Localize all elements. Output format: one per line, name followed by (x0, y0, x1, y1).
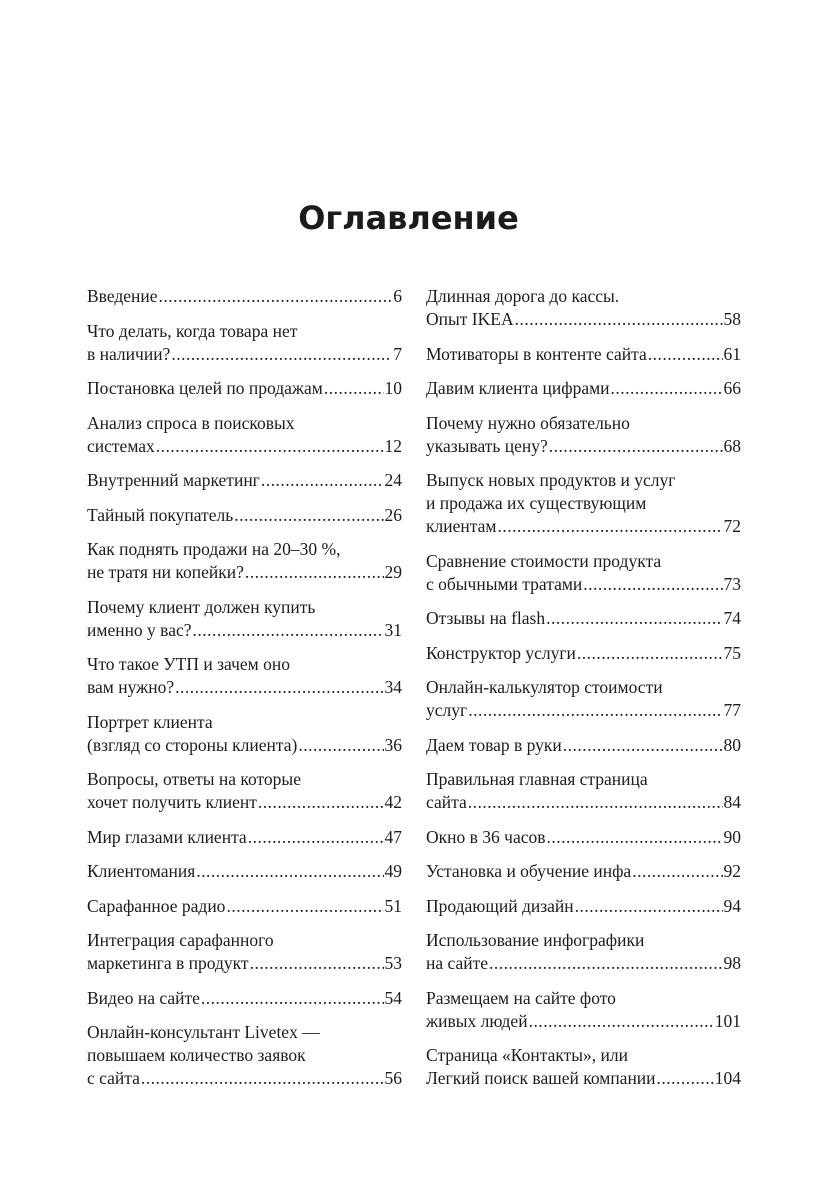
toc-entry-last-line (87, 561, 402, 584)
toc-entry (87, 653, 402, 699)
toc-entry-title-line: Онлайн-калькулятор стоимости (426, 677, 663, 697)
dot-leader (547, 826, 723, 849)
toc-page-number: 31 (384, 619, 402, 640)
toc-entry-last-line (87, 435, 402, 458)
toc-entry-title-text: Введение (87, 286, 158, 306)
toc-entry (426, 734, 741, 757)
toc-entry-title-line: Онлайн-консультант Livetex — (87, 1022, 320, 1042)
toc-entry-last-line (87, 619, 402, 642)
toc-page-number: 92 (723, 861, 741, 881)
toc-entry-title-text: именно у вас? (87, 619, 192, 640)
toc-entry-last-line (87, 952, 402, 975)
toc-page-number: 75 (723, 642, 741, 663)
toc-entry-title-text: указывать цену? (426, 435, 548, 456)
toc-entry-title-text: Окно в 36 часов (426, 826, 546, 847)
toc-column-right (426, 285, 741, 1102)
toc-entry (426, 826, 741, 849)
toc-page-number: 68 (723, 435, 741, 456)
toc-entry-last-line (87, 791, 402, 814)
dot-leader (657, 1067, 714, 1090)
toc-entry-last-line (426, 1067, 741, 1090)
toc-entry-last-line (426, 826, 741, 849)
toc-entry (87, 504, 402, 527)
toc-entry-title-text: Мир глазами клиента (87, 826, 247, 847)
dot-leader (577, 642, 723, 665)
toc-entry (426, 860, 741, 883)
toc-entry-title-text: маркетинга в продукт (87, 953, 249, 973)
toc-entry-last-line (87, 734, 402, 757)
toc-entry-last-line (426, 377, 741, 400)
toc-page-number: 94 (723, 895, 741, 916)
toc-entry-last-line (426, 895, 741, 918)
toc-entry-title-text: Внутренний маркетинг (87, 470, 260, 490)
toc-entry-title-text: Опыт IKEA (426, 309, 514, 329)
toc-page-number: 72 (723, 516, 741, 536)
toc-page-number: 58 (723, 309, 741, 329)
toc-page-number: 24 (384, 470, 402, 490)
toc-entry-title-text: Продающий дизайн (426, 895, 574, 916)
toc-entry-title-text: услуг (426, 700, 468, 720)
toc-page-number: 56 (384, 1068, 402, 1088)
toc-entry-title-text: сайта (426, 792, 467, 812)
toc-page-number: 36 (384, 734, 402, 755)
toc-entry (426, 285, 741, 331)
toc-entry-title-text: живых людей (426, 1010, 528, 1031)
toc-entry-last-line (87, 987, 402, 1010)
dot-leader (546, 607, 722, 630)
toc-page-number: 47 (384, 826, 402, 847)
toc-entry-title-text: с сайта (87, 1068, 140, 1088)
toc-entry (87, 929, 402, 975)
toc-page-number: 90 (723, 826, 741, 847)
toc-page-number: 26 (384, 504, 402, 525)
toc-entry-last-line (87, 895, 402, 918)
toc-entry (87, 596, 402, 642)
toc-page-number: 61 (723, 343, 741, 364)
page-title: Оглавление (298, 199, 519, 237)
toc-entry-title-text: Легкий поиск вашей компании (426, 1068, 656, 1088)
dot-leader (159, 285, 393, 308)
dot-leader (497, 515, 722, 538)
toc-entry (426, 377, 741, 400)
dot-leader (468, 791, 723, 814)
toc-entry-title-text: с обычными тратами (426, 573, 583, 594)
dot-leader (648, 343, 723, 366)
toc-page-number: 74 (723, 608, 741, 628)
toc-entry (87, 860, 402, 883)
dot-leader (563, 734, 723, 757)
dot-leader (583, 573, 722, 596)
toc-entry-last-line (426, 860, 741, 883)
toc-entry-title-text: хочет получить клиент (87, 792, 257, 812)
toc-entry-last-line (426, 343, 741, 366)
toc-entry-title-text: Клиентомания (87, 861, 196, 881)
toc-entry-title-text: Давим клиента цифрами (426, 378, 610, 398)
toc-entry (426, 642, 741, 665)
toc-entry-title-line: Вопросы, ответы на которые (87, 769, 301, 789)
toc-entry-title-text: Отзывы на flash (426, 608, 546, 628)
toc-entry-title-text: Установка и обучение инфа (426, 861, 632, 881)
toc-entry-last-line (87, 676, 402, 699)
toc-entry (426, 987, 741, 1033)
toc-entry-last-line (426, 699, 741, 722)
toc-page-number: 77 (723, 700, 741, 720)
toc-entry (87, 285, 402, 308)
toc-entry-title-line: Почему нужно обязательно (426, 412, 630, 433)
toc-entry-last-line (426, 642, 741, 665)
dot-leader (515, 308, 723, 331)
toc-entry-last-line (87, 826, 402, 849)
toc-column-left (87, 285, 402, 1102)
toc-entry-last-line (426, 308, 741, 331)
toc-entry (87, 768, 402, 814)
toc-entry-last-line (87, 504, 402, 527)
toc-entry-title-line: Портрет клиента (87, 711, 213, 732)
toc-page-number: 98 (723, 953, 741, 973)
dot-leader (248, 826, 384, 849)
dot-leader (489, 952, 722, 975)
toc-entry-title-line: Страница «Контакты», или (426, 1045, 628, 1065)
toc-entry-last-line (87, 860, 402, 883)
toc-page-number: 80 (723, 734, 741, 755)
dot-leader (171, 343, 392, 366)
toc-entry-last-line (426, 791, 741, 814)
dot-leader (529, 1010, 714, 1033)
toc-page-number: 7 (393, 343, 402, 364)
toc-page-number: 54 (384, 987, 402, 1008)
toc-entry-title-line: и продажа их существующим (426, 493, 647, 513)
toc-page-number: 104 (714, 1068, 741, 1088)
toc-entry-title-text: Конструктор услуги (426, 642, 576, 663)
toc-entry-title-text: на сайте (426, 953, 489, 973)
toc-entry-last-line (87, 377, 402, 400)
toc-entry-title-text: системах (87, 435, 155, 456)
toc-entry-title-text: Сарафанное радио (87, 895, 226, 916)
dot-leader (250, 952, 384, 975)
toc-entry-last-line (87, 1067, 402, 1090)
toc-entry-last-line (87, 343, 402, 366)
toc-entry (87, 987, 402, 1010)
toc-page-number: 34 (384, 677, 402, 697)
dot-leader (156, 435, 384, 458)
dot-leader (141, 1067, 384, 1090)
toc-entry-title-text: клиентам (426, 516, 497, 536)
toc-page-number: 6 (393, 286, 402, 306)
toc-entry-title-line: Интеграция сарафанного (87, 930, 274, 950)
dot-leader (226, 895, 383, 918)
toc-entry-title-text: (взгляд со стороны клиента) (87, 734, 298, 755)
toc-entry-last-line (426, 952, 741, 975)
toc-entry-title-line: Сравнение стоимости продукта (426, 550, 662, 571)
dot-leader (234, 504, 383, 527)
dot-leader (196, 860, 383, 883)
toc-entry-title-line: Как поднять продажи на 20–30 %, (87, 539, 341, 559)
toc-entry (426, 1044, 741, 1090)
toc-entry (426, 412, 741, 458)
dot-leader (245, 561, 384, 584)
toc-entry-last-line (426, 734, 741, 757)
toc-entry (426, 895, 741, 918)
toc-entry (426, 607, 741, 630)
toc-entry (87, 1021, 402, 1090)
dot-leader (193, 619, 384, 642)
dot-leader (575, 895, 723, 918)
toc-page-number: 73 (723, 573, 741, 594)
toc-entry-last-line (87, 285, 402, 308)
toc-entry-last-line (426, 435, 741, 458)
toc-entry-title-line: Что делать, когда товара нет (87, 320, 298, 341)
toc-entry (426, 676, 741, 722)
toc-entry (87, 826, 402, 849)
dot-leader (324, 377, 384, 400)
toc-page-number: 53 (384, 953, 402, 973)
toc-entry (426, 469, 741, 538)
dot-leader (611, 377, 723, 400)
dot-leader (258, 791, 384, 814)
toc-entry (87, 469, 402, 492)
toc-page-number: 51 (384, 895, 402, 916)
toc-entry-title-line: Правильная главная страница (426, 769, 648, 789)
toc-entry-title-line: Использование инфографики (426, 930, 645, 950)
toc-entry-last-line (87, 469, 402, 492)
toc-page-number: 29 (384, 562, 402, 582)
toc-entry (87, 320, 402, 366)
toc-entry-title-line: Выпуск новых продуктов и услуг (426, 470, 676, 490)
toc-entry (87, 377, 402, 400)
toc-entry-last-line (426, 1010, 741, 1033)
toc-entry-title-line: Размещаем на сайте фото (426, 987, 616, 1008)
toc-entry-title-text: Видео на сайте (87, 987, 200, 1008)
toc-entry (87, 711, 402, 757)
toc-entry-title-text: Постановка целей по продажам (87, 378, 323, 398)
toc-entry-last-line (426, 607, 741, 630)
toc-entry-title-text: Даем товар в руки (426, 734, 562, 755)
dot-leader (175, 676, 383, 699)
toc-entry-title-text: в наличии? (87, 343, 171, 364)
toc-entry-title-line: Что такое УТП и зачем оно (87, 654, 290, 674)
toc-page-number: 42 (384, 792, 402, 812)
dot-leader (261, 469, 384, 492)
toc-entry-last-line (426, 515, 741, 538)
dot-leader (298, 734, 383, 757)
toc-entry-title-text: Мотиваторы в контенте сайта (426, 343, 647, 364)
dot-leader (549, 435, 723, 458)
toc-entry-title-text: не тратя ни копейки? (87, 562, 244, 582)
toc-entry (87, 538, 402, 584)
toc-page-number: 12 (384, 435, 402, 456)
toc-page-number: 66 (723, 378, 741, 398)
dot-leader (468, 699, 722, 722)
toc-entry-title-text: вам нужно? (87, 677, 175, 697)
toc-entry-title-line: Почему клиент должен купить (87, 596, 316, 617)
dot-leader (632, 860, 722, 883)
toc-page-number: 101 (714, 1010, 741, 1031)
toc-entry-last-line (426, 573, 741, 596)
toc-entry (87, 412, 402, 458)
toc-entry (426, 768, 741, 814)
toc-entry-title-line: Длинная дорога до кассы. (426, 286, 620, 306)
dot-leader (201, 987, 384, 1010)
toc-page-number: 84 (723, 792, 741, 812)
toc-page-number: 49 (384, 861, 402, 881)
toc-entry (87, 895, 402, 918)
toc-entry (426, 550, 741, 596)
toc-page-number: 10 (384, 378, 402, 398)
toc-entry-title-text: Тайный покупатель (87, 504, 234, 525)
toc-entry (426, 929, 741, 975)
toc-entry (426, 343, 741, 366)
toc-entry-title-line: повышаем количество заявок (87, 1045, 306, 1065)
toc-entry-title-line: Анализ спроса в поисковых (87, 412, 295, 433)
